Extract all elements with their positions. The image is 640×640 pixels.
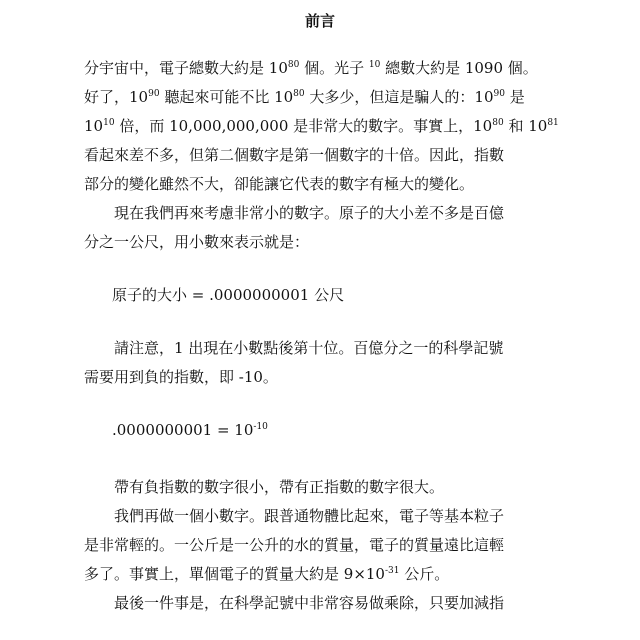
paragraph-line: 需要用到負的指數，即 -10。 bbox=[84, 368, 278, 386]
text-span: 好了，10 bbox=[84, 88, 149, 106]
exponent: 80 bbox=[293, 89, 305, 99]
exponent: 81 bbox=[547, 118, 559, 128]
text-span: 總數大約是 1090 個。 bbox=[380, 59, 538, 77]
paragraph-line: 現在我們再來考慮非常小的數字。原子的大小差不多是百億 bbox=[114, 204, 505, 222]
text-span: 多了。事實上，單個電子的質量大約是 9×10 bbox=[84, 565, 385, 583]
exponent: -10 bbox=[253, 422, 268, 432]
paragraph-line: 請注意，1 出現在小數點後第十位。百億分之一的科學記號 bbox=[114, 339, 504, 357]
text-span: 大多少，但這是騙人的：10 bbox=[304, 88, 494, 106]
text-span: 和 10 bbox=[503, 117, 548, 135]
paragraph-line bbox=[84, 112, 559, 141]
exponent: 80 bbox=[287, 60, 300, 70]
paragraph-line bbox=[84, 83, 544, 112]
exponent: 10 bbox=[368, 60, 381, 70]
text-span: 倍，而 10,000,000,000 是非常大的數字。事實上，10 bbox=[114, 117, 493, 135]
exponent: 90 bbox=[493, 89, 505, 99]
paragraph-line: 最後一件事是，在科學記號中非常容易做乘除，只要加減指 bbox=[114, 594, 505, 612]
text-span: 是 bbox=[504, 88, 525, 106]
exponent: 80 bbox=[492, 118, 504, 128]
formula-negative-exponent bbox=[84, 416, 544, 445]
body-text bbox=[84, 54, 559, 618]
text-span: 個。光子 bbox=[299, 59, 369, 77]
paragraph-line: 我們再做一個小數字。跟普通物體比起來，電子等基本粒子 bbox=[114, 507, 505, 525]
text-span: .0000000001 = 10 bbox=[112, 421, 254, 439]
text-span: 公斤。 bbox=[399, 565, 450, 583]
text-span: 10 bbox=[84, 117, 104, 135]
exponent: 90 bbox=[148, 89, 160, 99]
paragraph-line: 是非常輕的。一公斤是一公升的水的質量，電子的質量遠比這輕 bbox=[84, 536, 505, 554]
paragraph-line: 部分的變化雖然不大，卻能讓它代表的數字有極大的變化。 bbox=[84, 175, 475, 193]
paragraph-line bbox=[84, 560, 544, 589]
paragraph-line: 分之一公尺，用小數來表示就是： bbox=[84, 233, 310, 251]
formula-atom-size: 原子的大小 = .0000000001 公尺 bbox=[112, 286, 345, 304]
paragraph-line: 看起來差不多，但第二個數字是第一個數字的十倍。因此，指數 bbox=[84, 146, 505, 164]
page-title: 前言 bbox=[304, 12, 335, 30]
paragraph-line: 帶有負指數的數字很小，帶有正指數的數字很大。 bbox=[114, 478, 445, 496]
exponent: -31 bbox=[384, 566, 400, 576]
exponent: 10 bbox=[103, 118, 115, 128]
text-span: 聽起來可能不比 10 bbox=[159, 88, 294, 106]
text-span: 分宇宙中，電子總數大約是 10 bbox=[84, 59, 288, 77]
paragraph-line bbox=[84, 54, 544, 83]
